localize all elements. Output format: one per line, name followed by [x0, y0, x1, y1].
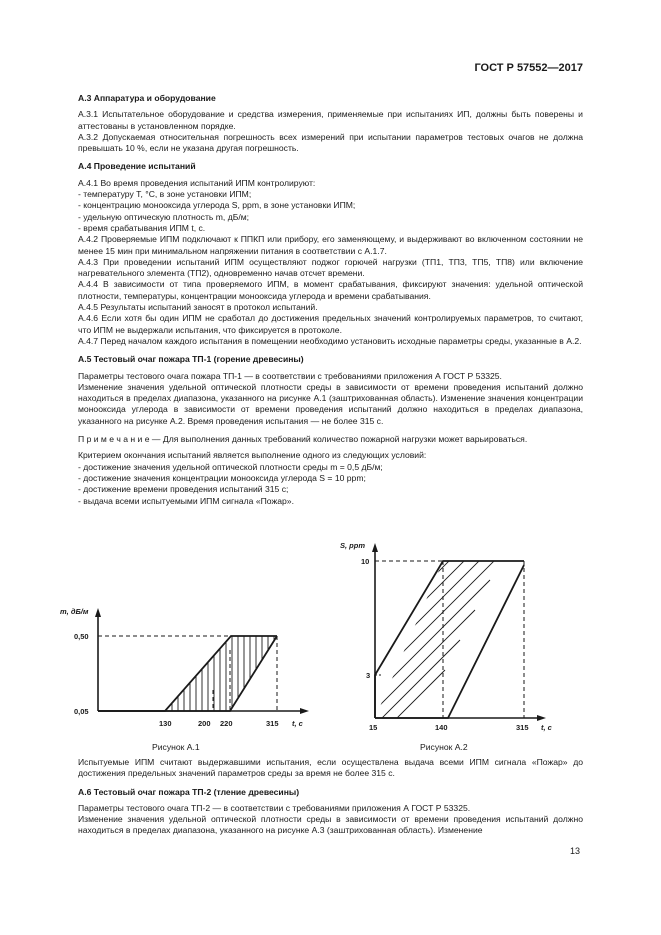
x-axis-label: t, c [292, 719, 303, 728]
y-tick: 10 [361, 557, 370, 566]
page-body [78, 93, 583, 507]
y-tick: 0,50 [74, 632, 89, 641]
section-a3-title: А.3 Аппаратура и оборудование [78, 93, 216, 103]
y-axis-label: m, дБ/м [60, 607, 89, 616]
paragraph-a4-6: А.4.6 Если хотя бы один ИПМ не сработал до достижения предельных значений контролируемых параметров, то считают, что ИПМ не выдержали испытания, что фиксируется в протоколе. [78, 313, 583, 335]
paragraph-a3-1: А.3.1 Испытательное оборудование и средства измерения, применяемые при испытаниях ИП, должны быть поверены и аттестованы в установленном порядке. [78, 109, 583, 131]
x-tick: 200 [198, 719, 211, 728]
y-axis-arrow-icon [95, 608, 101, 617]
y-tick: 0,05 [74, 707, 89, 716]
paragraph-a5-3: Критерием окончания испытаний является выполнение одного из следующих условий: [78, 450, 427, 461]
lower-boundary [375, 565, 524, 718]
paragraph-after-figures: Испытуемые ИПМ считают выдержавшими испытания, если осуществлена выдача всеми ИПМ сигнала «Пожар» до достижения предельных значений параметров среды за время не более 315 с. [78, 757, 583, 779]
section-a6-title: А.6 Тестовый очаг пожара ТП-2 (тление древесины) [78, 786, 300, 797]
list-item: - удельную оптическую плотность m, дБ/м; [78, 211, 250, 222]
note-text: — Для выполнения данных требований количество пожарной нагрузки может варьироваться. [149, 434, 528, 445]
figure-a1-chart [60, 600, 310, 740]
list-item: - выдача всеми испытуемыми ИПМ сигнала «Пожар». [78, 495, 294, 506]
paragraph-a4-1: А.4.1 Во время проведения испытаний ИПМ контролируют: [78, 177, 316, 188]
y-axis-label: S, ppm [340, 541, 366, 550]
paragraph-a4-3: А.4.3 При проведении испытаний ИПМ осуществляют поджог горючей нагрузки (ТП1, ТП3, ТП5, ТП8) или включение нагревательного элемента (ТП2), одновременно начав отсчет времени. [78, 256, 583, 279]
page-number: 13 [570, 846, 581, 856]
paragraph-a4-5: А.4.5 Результаты испытаний заносят в протокол испытаний. [78, 302, 318, 313]
x-axis-label: t, c [541, 723, 552, 732]
list-item: - время срабатывания ИПМ t, с. [78, 222, 206, 233]
paragraph-a3-2: А.3.2 Допускаемая относительная погрешность всех измерений при испытании параметров тестовых очагов не должна превышать 10 %, если не указана другая погрешность. [78, 131, 583, 154]
paragraph-a5-2: Изменение значения удельной оптической плотности среды в зависимости от времени проведения испытаний должно находиться в пределах диапазона, указанного на рисунке А.1 (заштрихованная область). Изменение значения концентрации монооксида углерода в зависимости от времени проведения испытаний должно находиться в пределах диапазона, указанного на рисунке А.2. Время проведения испытания — не более 315 с. [78, 381, 583, 426]
note [78, 434, 583, 445]
paragraph-a4-2: А.4.2 Проверяемые ИПМ подключают к ППКП или прибору, его заменяющему, и выдерживают во включенном состоянии не менее 15 мин при минимальном напряжении питания в соответствии с А.1.7. [78, 234, 583, 256]
x-axis-arrow-icon [537, 715, 546, 721]
x-tick: 15 [369, 723, 378, 732]
hatched-region [160, 630, 274, 715]
note-label: П р и м е ч а н и е [78, 434, 150, 445]
figure-a1-caption: Рисунок А.1 [152, 742, 200, 752]
x-axis-arrow-icon [300, 708, 309, 714]
x-tick: 220 [220, 719, 233, 728]
y-axis-arrow-icon [372, 543, 378, 552]
x-tick: 140 [435, 723, 448, 732]
paragraph-a5-1: Параметры тестового очага пожара ТП-1 — в соответствии с требованиями приложения А ГОСТ Р 53325. [78, 370, 502, 381]
paragraph-a6-2: Изменение значения удельной оптической плотности среды в зависимости от времени проведения испытаний должно находиться в пределах диапазона, указанного на рисунке А.3 (заштрихованная область). Изменение [78, 814, 583, 836]
paragraph-a6-1: Параметры тестового очага ТП-2 — в соответствии с требованиями приложения А ГОСТ Р 53325. [78, 802, 471, 813]
figure-a2-chart [335, 535, 565, 745]
list-item: - температуру T, °С, в зоне установки ИПМ; [78, 189, 252, 200]
list-item: - достижение значения удельной оптической плотности среды m = 0,5 дБ/м; [78, 461, 383, 472]
paragraph-a4-4: А.4.4 В зависимости от типа проверяемого ИПМ, в момент срабатывания, фиксируют значения: удельной оптической плотности, температуры, концентрации монооксида углерода и времени срабатывания. [78, 279, 583, 301]
document-code: ГОСТ Р 57552—2017 [474, 62, 583, 74]
section-a5-title: А.5 Тестовый очаг пожара ТП-1 (горение древесины) [78, 354, 304, 365]
page-body-bottom [78, 757, 583, 837]
figure-a2-caption: Рисунок А.2 [420, 742, 468, 752]
list-item: - концентрацию монооксида углерода S, ppm, в зоне установки ИПМ; [78, 200, 356, 211]
y-tick: 3 [366, 671, 371, 680]
paragraph-a4-7: А.4.7 Перед началом каждого испытания в помещении необходимо установить исходные параметры среды, указанные в А.2. [78, 335, 582, 346]
list-item: - достижение значения концентрации монооксида углерода S = 10 ppm; [78, 472, 366, 483]
x-tick: 315 [266, 719, 279, 728]
x-tick: 130 [159, 719, 172, 728]
x-tick: 315 [516, 723, 529, 732]
section-a4-title: А.4 Проведение испытаний [78, 161, 196, 172]
list-item: - достижение времени проведения испытаний 315 с; [78, 484, 289, 495]
upper-boundary [375, 561, 524, 718]
